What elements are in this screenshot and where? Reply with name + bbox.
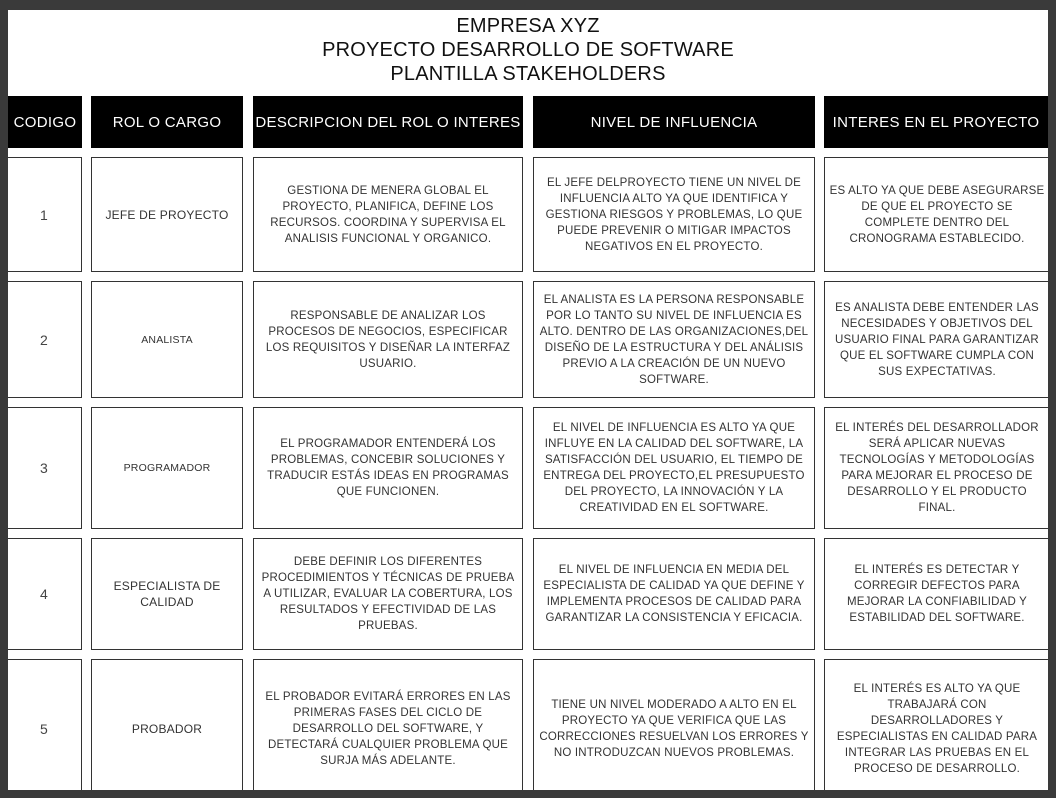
row-3-descripcion: EL PROGRAMADOR ENTENDERÁ LOS PROBLEMAS, CONCEBIR SOLUCIONES Y TRADUCIR ESTÁS IDEAS EN PROGRAMAS QUE FUNCIONEN. xyxy=(253,407,523,529)
stakeholder-sheet xyxy=(8,10,1048,790)
header-descripcion: DESCRIPCION DEL ROL O INTERES xyxy=(253,96,523,148)
row-3-influencia: EL NIVEL DE INFLUENCIA ES ALTO YA QUE INFLUYE EN LA CALIDAD DEL SOFTWARE, LA SATISFACCIÓN DEL USUARIO, EL TIEMPO DE ENTREGA DEL PROYECTO,EL PRESUPUESTO DEL PROYECTO, LA INNOVACIÓN Y LA CREATIVIDAD EN EL SOFTWARE. xyxy=(533,407,815,529)
row-1-influencia: EL JEFE DELPROYECTO TIENE UN NIVEL DE INFLUENCIA ALTO YA QUE IDENTIFICA Y GESTIONA RIESGOS Y PROBLEMAS, LO QUE PUEDE PREVENIR O MITIGAR IMPACTOS NEGATIVOS EN EL PROYECTO. xyxy=(533,157,815,272)
header-rol: ROL O CARGO xyxy=(91,96,243,148)
title-project: PROYECTO DESARROLLO DE SOFTWARE xyxy=(322,39,734,61)
row-5-influencia: TIENE UN NIVEL MODERADO A ALTO EN EL PROYECTO YA QUE VERIFICA QUE LAS CORRECCIONES RESUELVAN LOS ERRORES Y NO INTRODUZCAN NUEVOS PROBLEMAS. xyxy=(533,659,815,790)
row-2-rol: ANALISTA xyxy=(91,281,243,398)
row-3-interes: EL INTERÉS DEL DESARROLLADOR SERÁ APLICAR NUEVAS TECNOLOGÍAS Y METODOLOGÍAS PARA MEJORAR EL PROCESO DE DESARROLLO Y EL PRODUCTO FINAL. xyxy=(824,407,1048,529)
row-4-influencia: EL NIVEL DE INFLUENCIA EN MEDIA DEL ESPECIALISTA DE CALIDAD YA QUE DEFINE Y IMPLEMENTA PROCESOS DE CALIDAD PARA GARANTIZAR LA CONSISTENCIA Y EFICACIA. xyxy=(533,538,815,650)
title-company: EMPRESA XYZ xyxy=(456,15,600,37)
row-2-interes: ES ANALISTA DEBE ENTENDER LAS NECESIDADES Y OBJETIVOS DEL USUARIO FINAL PARA GARANTIZAR QUE EL SOFTWARE CUMPLA CON SUS EXPECTATIVAS. xyxy=(824,281,1048,398)
row-4-rol: ESPECIALISTA DE CALIDAD xyxy=(91,538,243,650)
row-1-interes: ES ALTO YA QUE DEBE ASEGURARSE DE QUE EL PROYECTO SE COMPLETE DENTRO DEL CRONOGRAMA ESTABLECIDO. xyxy=(824,157,1048,272)
row-1-rol: JEFE DE PROYECTO xyxy=(91,157,243,272)
row-2-influencia: EL ANALISTA ES LA PERSONA RESPONSABLE POR LO TANTO SU NIVEL DE INFLUENCIA ES ALTO. DENTRO DE LAS ORGANIZACIONES,DEL DISEÑO DE LA ESTRUCTURA Y DEL ANÁLISIS PREVIO A LA CREACIÓN DE UN NUEVO SOFTWARE. xyxy=(533,281,815,398)
row-5-rol: PROBADOR xyxy=(91,659,243,790)
header-influencia: NIVEL DE INFLUENCIA xyxy=(533,96,815,148)
row-2-descripcion: RESPONSABLE DE ANALIZAR LOS PROCESOS DE NEGOCIOS, ESPECIFICAR LOS REQUISITOS Y DISEÑAR LA INTERFAZ USUARIO. xyxy=(253,281,523,398)
header-interes: INTERES EN EL PROYECTO xyxy=(824,96,1048,148)
row-4-interes: EL INTERÉS ES DETECTAR Y CORREGIR DEFECTOS PARA MEJORAR LA CONFIABILIDAD Y ESTABILIDAD DEL SOFTWARE. xyxy=(824,538,1048,650)
header-codigo: CODIGO xyxy=(8,96,82,148)
document-title xyxy=(8,14,1048,86)
row-1-descripcion: GESTIONA DE MENERA GLOBAL EL PROYECTO, PLANIFICA, DEFINE LOS RECURSOS. COORDINA Y SUPERVISA EL ANALISIS FUNCIONAL Y ORGANICO. xyxy=(253,157,523,272)
row-5-descripcion: EL PROBADOR EVITARÁ ERRORES EN LAS PRIMERAS FASES DEL CICLO DE DESARROLLO DEL SOFTWARE, Y DETECTARÁ CUALQUIER PROBLEMA QUE SURJA MÁS ADELANTE. xyxy=(253,659,523,790)
row-3-rol: PROGRAMADOR xyxy=(91,407,243,529)
row-5-codigo: 5 xyxy=(8,659,82,790)
row-3-codigo: 3 xyxy=(8,407,82,529)
row-4-codigo: 4 xyxy=(8,538,82,650)
row-4-descripcion: DEBE DEFINIR LOS DIFERENTES PROCEDIMIENTOS Y TÉCNICAS DE PRUEBA A UTILIZAR, EVALUAR LA COBERTURA, LOS RESULTADOS Y EFECTIVIDAD DE LAS PRUEBAS. xyxy=(253,538,523,650)
row-2-codigo: 2 xyxy=(8,281,82,398)
row-1-codigo: 1 xyxy=(8,157,82,272)
row-5-interes: EL INTERÉS ES ALTO YA QUE TRABAJARÁ CON DESARROLLADORES Y ESPECIALISTAS EN CALIDAD PARA INTEGRAR LAS PRUEBAS EN EL PROCESO DE DESARROLLO. xyxy=(824,659,1048,790)
title-template: PLANTILLA STAKEHOLDERS xyxy=(390,63,666,85)
